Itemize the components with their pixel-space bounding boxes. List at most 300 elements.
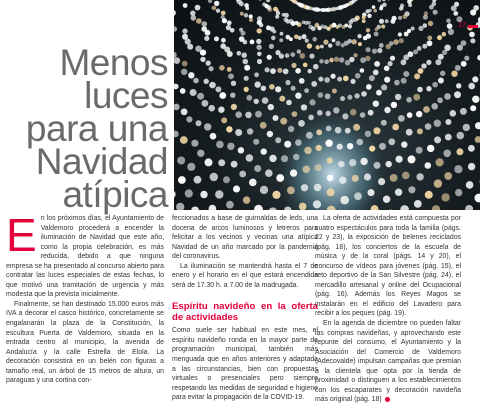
light-dot xyxy=(325,140,332,147)
light-dot xyxy=(279,96,285,102)
light-dot xyxy=(221,38,226,43)
light-dot xyxy=(366,47,371,52)
light-dot xyxy=(352,39,357,44)
light-dot xyxy=(230,93,235,98)
light-dot xyxy=(374,32,379,37)
light-dot xyxy=(254,99,259,104)
light-dot xyxy=(273,7,278,12)
light-dot xyxy=(176,203,184,210)
light-dot xyxy=(304,88,309,93)
light-dot xyxy=(468,163,475,170)
light-dot xyxy=(418,26,423,31)
light-dot xyxy=(401,78,407,84)
light-dot xyxy=(188,72,194,78)
light-dot xyxy=(403,55,409,61)
light-dot xyxy=(241,52,247,58)
light-dot xyxy=(327,175,334,182)
light-dot xyxy=(219,65,225,71)
light-dot xyxy=(349,159,356,166)
light-dot xyxy=(277,68,282,73)
light-dot xyxy=(416,147,423,154)
light-dot xyxy=(214,36,219,41)
light-dot xyxy=(341,43,345,47)
light-dot xyxy=(315,23,320,28)
light-dot xyxy=(308,69,312,73)
light-dot xyxy=(379,6,383,10)
light-dot xyxy=(208,0,212,3)
light-dot xyxy=(367,14,371,18)
light-dot xyxy=(408,3,412,7)
light-dot xyxy=(379,143,386,150)
light-dot xyxy=(309,54,314,59)
light-dot xyxy=(362,15,366,19)
light-dot xyxy=(375,28,379,32)
light-dot xyxy=(191,207,199,211)
light-dot xyxy=(425,191,433,199)
light-dot xyxy=(382,0,385,1)
light-dot xyxy=(372,5,376,9)
light-dot xyxy=(244,87,249,92)
light-dot xyxy=(244,65,250,71)
light-dot xyxy=(233,186,240,193)
light-dot xyxy=(339,177,346,184)
light-dot xyxy=(287,187,295,195)
light-dot xyxy=(413,94,420,101)
light-dot xyxy=(174,52,177,58)
light-dot xyxy=(334,57,339,62)
light-dot xyxy=(372,49,377,54)
light-dot xyxy=(326,111,331,116)
light-dot xyxy=(328,43,332,47)
light-dot xyxy=(257,52,262,57)
light-dot xyxy=(343,76,349,82)
paragraph: n los próximos días, el Ayuntamiento de Valdemoro procederá a encender la iluminación de Navidad que este año, como la propia celebración, es más reducida, debido a que ninguna empresa se ha presentado al concurso abierto para contratar las luces especiales de estas fechas, lo que motivó una tramitación de urgencia y más modesta que la prevista inicialmente. xyxy=(6,215,164,299)
light-dot xyxy=(368,110,374,116)
light-dot xyxy=(275,15,279,19)
light-dot xyxy=(195,46,201,52)
light-dot xyxy=(445,119,451,125)
headline-line: Navidad xyxy=(35,141,168,182)
light-dot xyxy=(475,122,480,129)
light-dot xyxy=(411,26,415,30)
light-dot xyxy=(353,53,357,57)
light-dot xyxy=(284,141,291,148)
light-dot xyxy=(345,128,351,134)
light-dot xyxy=(180,88,186,94)
paragraph xyxy=(315,319,461,405)
light-dot xyxy=(408,155,416,163)
light-dot xyxy=(194,176,202,184)
light-dot xyxy=(300,53,306,59)
light-dot xyxy=(475,194,480,203)
light-dot xyxy=(456,148,463,155)
light-dot xyxy=(235,129,242,136)
light-dot xyxy=(327,157,333,163)
paragraph: Finalmente, se han destinado 15.000 euros más IVA a decorar el casco histórico, concretamente se engalanarán la plaza de la Constitución, la escultura Puerta de Valdemoro, situada en la entrada centro al municipio, la avenida de Andalucía y la calle Estrella de Elola. La decoración consistirá en un belén con figuras a tamaño real, un árbol de 15 metros de altura, un paraguas y una cortina con- xyxy=(6,300,164,385)
light-dot xyxy=(399,6,403,10)
light-dot xyxy=(441,193,449,201)
light-dot xyxy=(318,77,323,82)
light-dot xyxy=(422,44,427,49)
headline-line: atípica xyxy=(62,174,168,215)
light-dot xyxy=(311,81,317,87)
light-dot xyxy=(305,39,309,43)
light-dot xyxy=(254,205,263,210)
light-dot xyxy=(365,131,371,137)
light-dot xyxy=(454,165,462,173)
light-dot xyxy=(275,86,281,92)
light-dot xyxy=(267,55,272,60)
light-dot xyxy=(187,163,195,171)
light-dot xyxy=(373,70,379,76)
light-dot xyxy=(301,184,308,191)
light-dot xyxy=(272,191,280,199)
light-dot xyxy=(453,11,458,16)
light-dot xyxy=(318,92,324,98)
light-dot xyxy=(450,110,457,117)
light-dot xyxy=(256,45,261,50)
light-dot xyxy=(363,36,368,41)
light-dot xyxy=(376,90,382,96)
light-dot xyxy=(443,150,451,158)
light-dot xyxy=(345,60,351,66)
light-dot xyxy=(428,21,433,26)
light-dot xyxy=(454,91,461,98)
light-dot xyxy=(451,71,457,77)
light-dot xyxy=(202,100,209,107)
light-dot xyxy=(243,59,249,65)
light-dot xyxy=(464,56,469,61)
light-dot xyxy=(414,200,422,208)
light-dot xyxy=(362,19,366,23)
light-dot xyxy=(270,68,276,74)
light-dot xyxy=(291,86,296,91)
light-dot xyxy=(269,84,275,90)
light-dot xyxy=(178,176,186,184)
light-dot xyxy=(294,35,299,40)
light-dot xyxy=(285,80,290,85)
light-dot xyxy=(256,39,261,44)
light-dot xyxy=(316,129,322,135)
light-dot xyxy=(209,82,216,89)
light-dot xyxy=(181,108,188,115)
light-dot xyxy=(269,44,274,49)
light-dot xyxy=(302,34,307,39)
light-dot xyxy=(235,111,242,118)
light-dot xyxy=(308,25,312,29)
light-dot xyxy=(191,140,198,147)
light-dot xyxy=(384,77,390,83)
light-dot xyxy=(210,173,218,181)
light-dot xyxy=(391,19,396,24)
light-dot xyxy=(265,169,273,177)
light-dot xyxy=(398,115,405,122)
light-dot xyxy=(269,155,276,162)
light-dot xyxy=(314,184,322,192)
light-dot xyxy=(313,200,321,208)
paragraph: La iluminación se mantendrá hasta el 7 de enero y el horario en el que estará encendida será de 17.30 h. a 7.00 de la madrugada. xyxy=(172,262,318,289)
light-dot xyxy=(325,93,331,99)
light-dot xyxy=(227,143,234,150)
light-dot xyxy=(177,157,185,165)
light-dot xyxy=(395,189,402,196)
light-dot xyxy=(276,174,284,182)
light-dot xyxy=(431,103,438,110)
light-dot xyxy=(245,112,252,119)
light-dot xyxy=(299,78,305,84)
light-dot xyxy=(470,105,476,111)
light-dot xyxy=(404,32,409,37)
light-dot xyxy=(381,120,387,126)
light-dot xyxy=(319,59,323,63)
light-dot xyxy=(408,186,415,193)
light-dot xyxy=(231,81,236,86)
light-dot xyxy=(388,138,395,145)
light-dot xyxy=(461,61,467,67)
light-dot xyxy=(238,147,244,153)
light-dot xyxy=(365,56,370,61)
light-dot xyxy=(390,56,395,61)
light-dot xyxy=(261,86,266,91)
light-dot xyxy=(326,126,332,132)
light-dot xyxy=(193,78,199,84)
light-dot xyxy=(391,102,397,108)
light-dot xyxy=(309,99,315,105)
light-dot xyxy=(456,83,461,88)
light-dot xyxy=(182,34,188,40)
light-dot xyxy=(214,1,219,6)
light-dot xyxy=(201,26,207,32)
light-dot xyxy=(436,158,444,166)
light-dot xyxy=(243,196,250,203)
light-dot xyxy=(379,19,384,24)
light-dot xyxy=(290,169,297,176)
light-dot xyxy=(267,131,273,137)
light-dot xyxy=(218,107,224,113)
section-subheading: Espíritu navideño en la oferta de actividades xyxy=(172,301,318,323)
light-dot xyxy=(209,205,217,210)
page-number: 17 xyxy=(458,22,466,29)
light-dot xyxy=(354,192,362,200)
light-dot xyxy=(442,32,447,37)
light-dot xyxy=(231,161,238,168)
light-dot xyxy=(417,46,422,51)
light-dot xyxy=(279,38,283,42)
light-dot xyxy=(283,69,289,75)
light-dot xyxy=(355,73,361,79)
light-dot xyxy=(465,205,473,210)
light-dot xyxy=(425,162,432,169)
light-dot xyxy=(438,54,444,60)
light-dot xyxy=(221,117,227,123)
light-dot xyxy=(249,179,257,187)
light-dot xyxy=(180,136,188,144)
light-dot xyxy=(244,76,249,81)
light-dot xyxy=(182,28,187,33)
light-dot xyxy=(348,24,352,28)
light-dot xyxy=(182,61,188,67)
light-dot xyxy=(204,123,211,130)
light-dot xyxy=(244,3,249,8)
light-dot xyxy=(350,79,355,84)
light-dot xyxy=(218,159,225,166)
light-dot xyxy=(398,32,402,36)
light-dot xyxy=(335,127,342,134)
light-dot xyxy=(406,97,412,103)
bokeh-lights-graphic xyxy=(174,0,480,210)
light-dot xyxy=(299,203,307,210)
light-dot xyxy=(257,16,262,21)
light-dot xyxy=(249,18,253,22)
light-dot xyxy=(216,141,224,149)
light-dot xyxy=(190,89,197,96)
light-dot xyxy=(444,93,451,100)
light-dot xyxy=(191,15,197,21)
light-dot xyxy=(352,175,359,182)
light-dot xyxy=(275,50,280,55)
light-dot xyxy=(401,141,407,147)
light-dot xyxy=(227,21,232,26)
light-dot xyxy=(174,57,180,64)
light-dot xyxy=(228,73,234,79)
light-dot xyxy=(221,15,225,19)
light-dot xyxy=(378,178,385,185)
light-dot xyxy=(285,53,290,58)
light-dot xyxy=(407,112,413,118)
light-dot xyxy=(239,171,246,178)
article-column-1 xyxy=(6,209,164,386)
light-dot xyxy=(186,116,192,122)
page-number-accent xyxy=(468,25,478,28)
light-dot xyxy=(418,68,424,74)
light-dot xyxy=(429,5,434,10)
light-dot xyxy=(384,107,390,113)
light-dot xyxy=(469,32,475,38)
light-dot xyxy=(196,120,202,126)
light-dot xyxy=(350,109,357,116)
light-dot xyxy=(253,139,259,145)
light-dot xyxy=(215,190,223,198)
light-dot xyxy=(257,59,262,64)
light-dot xyxy=(423,15,428,20)
light-dot xyxy=(437,35,442,40)
light-dot xyxy=(357,139,364,146)
light-dot xyxy=(255,81,261,87)
light-dot xyxy=(360,68,365,73)
light-dot xyxy=(451,5,457,11)
light-dot xyxy=(240,12,244,16)
light-dot xyxy=(174,26,177,31)
light-dot xyxy=(457,132,465,140)
light-dot xyxy=(302,166,310,174)
light-dot xyxy=(468,145,475,152)
light-dot xyxy=(226,201,234,209)
light-dot xyxy=(239,36,245,42)
headline-line: Menos xyxy=(59,42,168,83)
light-dot xyxy=(445,134,452,141)
light-dot xyxy=(381,84,387,90)
light-dot xyxy=(261,148,267,154)
light-dot xyxy=(406,129,413,136)
light-dot xyxy=(204,36,209,41)
light-dot xyxy=(174,104,180,111)
light-dot xyxy=(455,65,461,71)
light-dot xyxy=(374,162,381,169)
paragraph: La oferta de actividades está compuesta por cuatro espectáculos para toda la familia (págs. 22 y 23), la exposición de belenes reciclados (pág. 18), los conciertos de la escuela de música y de la coral (págs. 14 y 20), el concurso de vídeos para jóvenes (pág. 15), el reto deportivo de la San Silvestre (pág. 24), el mercadillo artesanal y online del Ocupacional (pág. 16). Además los Reyes Magos se instalarán en el edificio del Lavadero para recibir a los peques (pág. 19). xyxy=(315,215,461,318)
light-dot xyxy=(212,6,217,11)
light-dot xyxy=(366,84,372,90)
light-dot xyxy=(470,9,476,15)
light-dot xyxy=(374,61,380,67)
light-dot xyxy=(333,107,339,113)
light-dot xyxy=(423,106,430,113)
light-dot xyxy=(393,39,399,45)
light-dot xyxy=(249,14,253,18)
light-dot xyxy=(227,67,232,72)
light-dot xyxy=(427,36,432,41)
light-dot xyxy=(434,120,441,127)
light-dot xyxy=(435,59,441,65)
light-dot xyxy=(468,83,475,90)
light-dot xyxy=(260,122,267,129)
light-dot xyxy=(398,16,402,20)
light-dot xyxy=(295,139,302,146)
light-dot xyxy=(448,29,454,35)
light-dot xyxy=(396,156,403,163)
light-dot xyxy=(301,104,307,110)
light-dot xyxy=(324,77,330,83)
light-dot xyxy=(357,34,361,38)
light-dot xyxy=(197,93,204,100)
light-dot xyxy=(402,172,410,180)
light-dot xyxy=(293,154,299,160)
light-dot xyxy=(196,18,202,24)
paragraph: feccionados a base de guirnaldas de leds, una docena de arcos luminosos y letreros para felicitar a los vecinos y vecinas una atípica Navidad de un año marcado por la pandemia del coronavirus. xyxy=(172,215,318,261)
light-dot xyxy=(216,9,220,13)
light-dot xyxy=(472,76,478,82)
drop-cap: E xyxy=(6,209,37,261)
christmas-lights-photo xyxy=(174,0,480,210)
light-dot xyxy=(335,41,340,46)
light-dot xyxy=(460,108,467,115)
light-dot xyxy=(426,60,431,65)
article-column-3 xyxy=(315,214,461,405)
light-dot xyxy=(470,38,475,43)
light-dot xyxy=(327,188,335,196)
headline-line: luces xyxy=(84,75,168,116)
light-dot xyxy=(366,9,370,13)
light-dot xyxy=(421,63,426,68)
light-dot xyxy=(402,14,407,19)
headline-line: para una xyxy=(25,108,168,149)
light-dot xyxy=(197,150,204,157)
light-dot xyxy=(337,144,343,150)
light-dot xyxy=(417,128,423,134)
light-dot xyxy=(246,95,252,101)
light-dot xyxy=(432,205,440,210)
light-dot xyxy=(313,64,319,70)
light-dot xyxy=(427,40,433,46)
light-dot xyxy=(285,35,290,40)
light-dot xyxy=(316,45,320,49)
light-dot xyxy=(332,38,336,42)
light-dot xyxy=(385,19,389,23)
light-dot xyxy=(329,58,334,63)
light-dot xyxy=(219,92,226,99)
light-dot xyxy=(386,161,392,167)
light-dot xyxy=(195,5,201,11)
light-dot xyxy=(185,189,193,197)
